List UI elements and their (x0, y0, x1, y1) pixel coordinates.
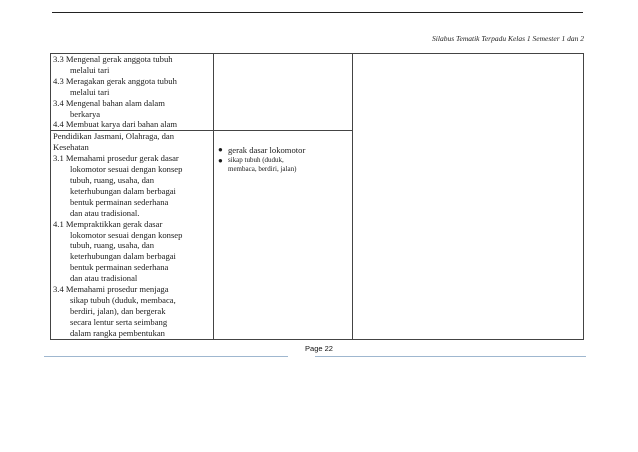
bullet-icon: ● (218, 145, 223, 155)
competency-number: 3.1 (53, 153, 64, 164)
competency-number: 4.4 (53, 119, 64, 130)
material-text: membaca, berdiri, jalan) (228, 165, 297, 174)
material-list (216, 145, 350, 174)
page-number: Page 22 (305, 344, 333, 353)
material-cell (214, 54, 353, 131)
competency-text: dan atau tradisional (70, 273, 138, 284)
activity-cell (353, 54, 584, 340)
competency-item (53, 284, 211, 339)
competency-number: 4.3 (53, 75, 64, 86)
material-text: gerak dasar lokomotor (228, 145, 306, 156)
table-row (51, 54, 584, 131)
competency-text: berdiri, jalan), dan bergerak (70, 305, 166, 316)
material-item (216, 145, 350, 156)
competency-text: dan atau tradisional. (70, 207, 140, 218)
competency-text: lokomotor sesuai dengan konsep (70, 164, 183, 175)
competency-text: Mengenal bahan alam dalam (65, 97, 165, 108)
competency-text: melalui tari (70, 64, 110, 75)
header-rule (52, 12, 583, 13)
competency-text: Meragakan gerak anggota tubuh (65, 75, 177, 86)
competency-number: 4.1 (53, 218, 64, 229)
competency-text: sikap tubuh (duduk, membaca, (70, 294, 176, 305)
footer-rule-right (315, 356, 586, 357)
competency-text: secara lentur serta seimbang (70, 316, 168, 327)
competency-item (53, 153, 211, 218)
footer-rule-left (44, 356, 288, 357)
competency-item (53, 54, 211, 76)
competency-text: Mengenal gerak anggota tubuh (65, 54, 173, 64)
competency-item (53, 119, 211, 130)
competency-text: Memahami prosedur menjaga (65, 284, 169, 295)
competency-text: dalam rangka pembentukan (70, 327, 165, 338)
competency-item (53, 76, 211, 98)
competency-text: Memahami prosedur gerak dasar (65, 153, 179, 164)
competency-cell (51, 131, 214, 339)
competency-text: keterhubungan dalam berbagai (70, 251, 176, 262)
material-text: sikap tubuh (duduk, (228, 156, 284, 165)
competency-text: lokomotor sesuai dengan konsep (70, 229, 183, 240)
competency-text: tubuh, ruang, usaha, dan (70, 174, 155, 185)
running-header: Silabus Tematik Terpadu Kelas 1 Semester 1 dan 2 (432, 34, 584, 43)
competency-text: bentuk permainan sederhana (70, 196, 169, 207)
competency-text: bentuk permainan sederhana (70, 262, 169, 273)
competency-item (53, 219, 211, 284)
competency-item (53, 98, 211, 120)
competency-text: Mempraktikkan gerak dasar (65, 218, 163, 229)
subject-heading: Pendidikan Jasmani, Olahraga, dan (53, 131, 174, 142)
bullet-icon: ● (218, 156, 223, 166)
competency-text: Membuat karya dari bahan alam (65, 119, 178, 130)
competency-text: keterhubungan dalam berbagai (70, 185, 176, 196)
subject-heading: Kesehatan (53, 142, 89, 153)
syllabus-table (50, 53, 584, 340)
competency-number: 3.3 (53, 54, 64, 64)
material-item (216, 156, 350, 174)
competency-cell (51, 54, 214, 131)
competency-text: melalui tari (70, 86, 110, 97)
material-cell (214, 131, 353, 339)
competency-text: berkarya (70, 108, 101, 119)
competency-text: tubuh, ruang, usaha, dan (70, 240, 155, 251)
competency-number: 3.4 (53, 97, 64, 108)
competency-number: 3.4 (53, 284, 64, 295)
